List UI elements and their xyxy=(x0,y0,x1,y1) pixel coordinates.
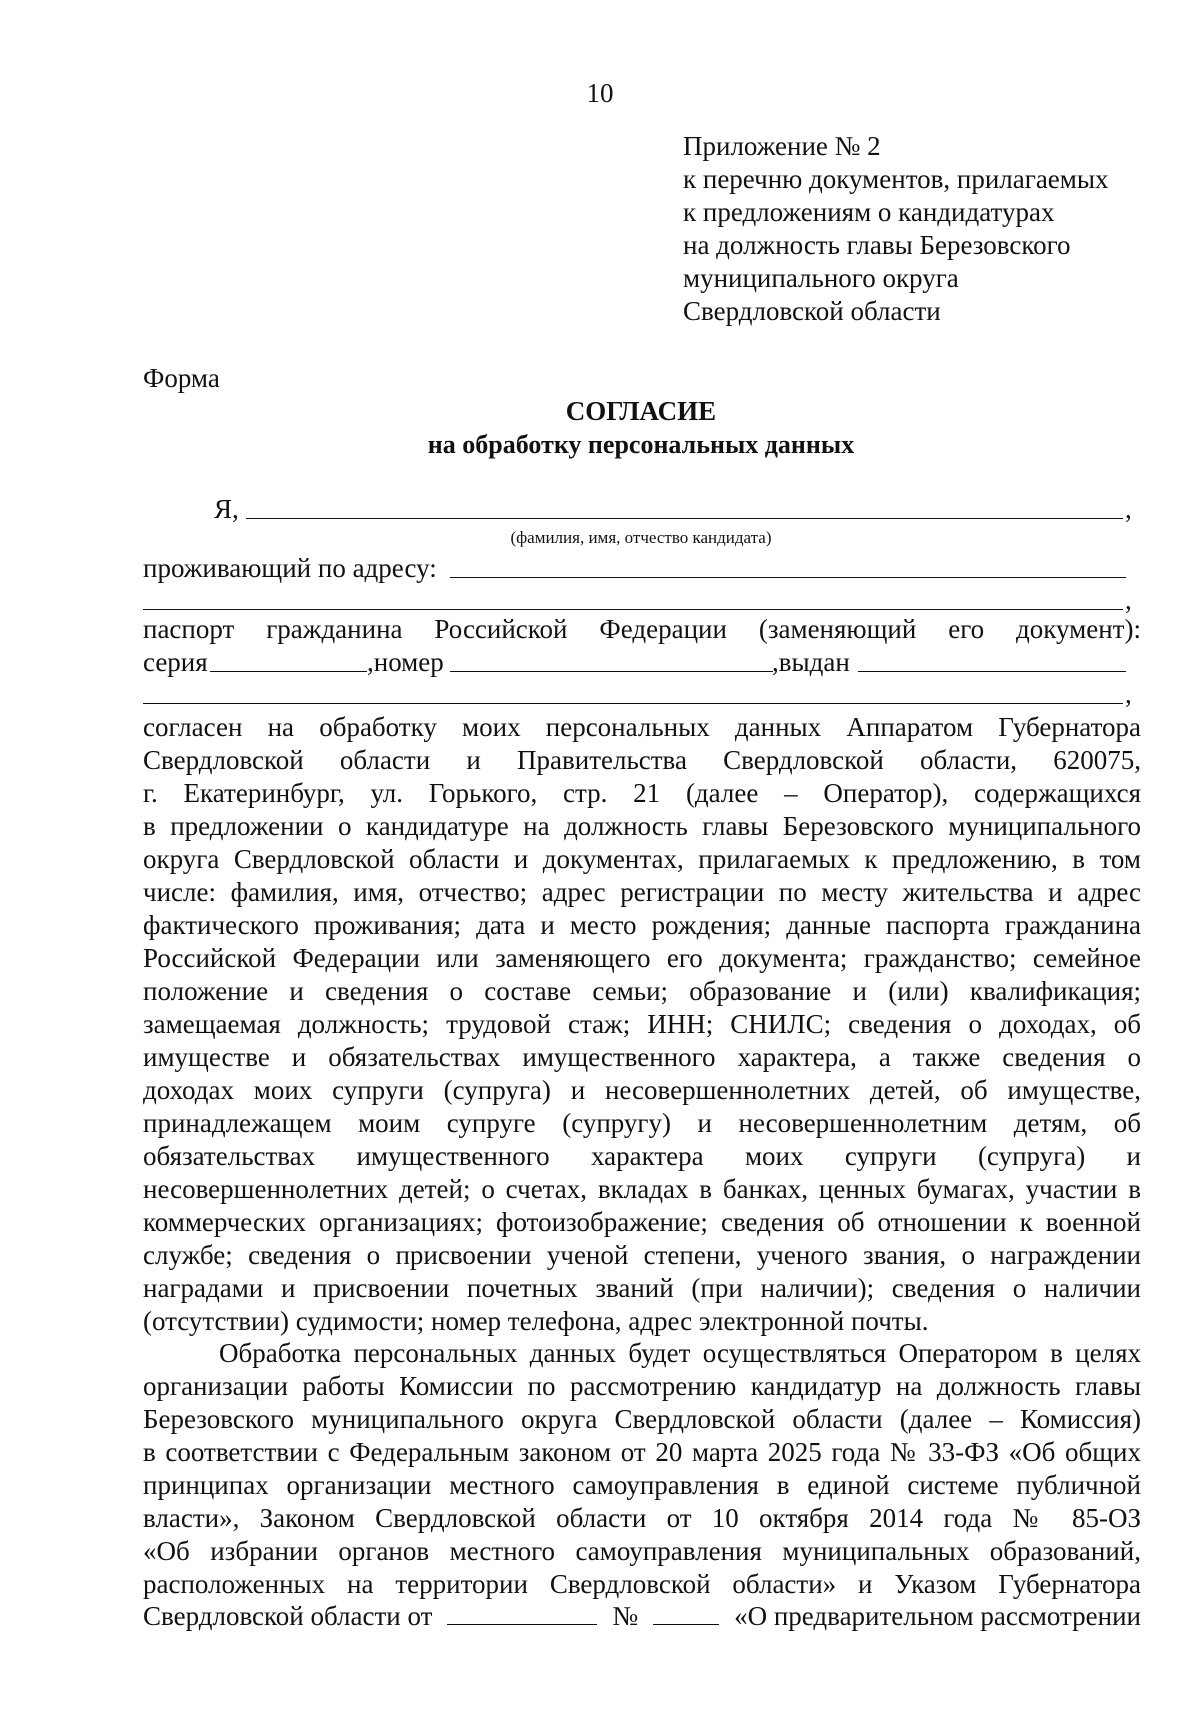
appendix-line: к предложениям о кандидатурах xyxy=(683,197,1055,227)
paragraph-line: в соответствии с Федеральным законом от 20 марта 2025 года № 33-ФЗ «Об общих xyxy=(143,1437,1141,1467)
paragraph-line: коммерческих организациях; фотоизображение; сведения об отношении к военной xyxy=(143,1207,1141,1237)
comma: , xyxy=(1125,585,1132,615)
paragraph-line: «Об избрании органов местного самоуправления муниципальных образований, xyxy=(143,1536,1141,1566)
paragraph-line: обязательствах имущественного характера моих супруги (супруга) и xyxy=(143,1141,1141,1171)
paragraph-line: организации работы Комиссии по рассмотрению кандидатур на должность главы xyxy=(143,1371,1141,1401)
processing-paragraph xyxy=(143,1337,1141,1601)
paragraph-line: принадлежащем моим супруге (супругу) и несовершеннолетним детям, об xyxy=(143,1108,1141,1138)
paragraph-line: власти», Законом Свердловской области от 10 октября 2014 года № 85-ОЗ xyxy=(143,1503,1141,1533)
appendix-line: на должность главы Березовского xyxy=(683,230,1071,260)
paragraph-line: положение и сведения о составе семьи; образование и (или) квалификация; xyxy=(143,976,1141,1006)
comma: , xyxy=(1125,679,1132,709)
appendix-block xyxy=(683,130,1109,328)
paragraph-line: расположенных на территории Свердловской области» и Указом Губернатора xyxy=(143,1569,1141,1599)
paragraph-line: округа Свердловской области и документах, прилагаемых к предложению, в том xyxy=(143,844,1141,874)
document-subtitle: на обработку персональных данных xyxy=(427,430,855,459)
paragraph-line: принципах организации местного самоуправления в единой системе публичной xyxy=(143,1470,1141,1500)
address-label: проживающий по адресу: xyxy=(143,553,437,583)
passport-word: (заменяющий xyxy=(758,614,917,644)
paragraph-line: доходах моих супруги (супруга) и несовершеннолетних детей, об имуществе, xyxy=(143,1075,1141,1105)
i-prefix: Я, xyxy=(214,494,239,524)
decree-text-1: Свердловской области от xyxy=(143,1601,433,1631)
comma: , xyxy=(1125,494,1132,524)
issued-fill-line[interactable] xyxy=(858,671,1126,672)
address-fill-line[interactable] xyxy=(450,577,1126,578)
passport-line xyxy=(143,614,1141,645)
passport-word: гражданина xyxy=(266,614,403,644)
number-fill-line[interactable] xyxy=(450,671,773,672)
page-number: 10 xyxy=(586,78,614,108)
paragraph-line: замещаемая должность; трудовой стаж; ИНН; СНИЛС; сведения о доходах, об xyxy=(143,1009,1141,1039)
passport-word: Федерации xyxy=(599,614,727,644)
decree-text-2: «О предварительном рассмотрении xyxy=(734,1601,1141,1631)
passport-word: паспорт xyxy=(143,614,235,644)
appendix-line: муниципального округа xyxy=(683,263,959,293)
paragraph-line: имуществе и обязательствах имущественного характера, а также сведения о xyxy=(143,1042,1141,1072)
name-caption: (фамилия, имя, отчество кандидата) xyxy=(510,528,772,547)
issued-label: ,выдан xyxy=(772,647,850,677)
appendix-line: Свердловской области xyxy=(683,296,941,326)
paragraph-line: службе; сведения о присвоении ученой степени, ученого звания, о награждении xyxy=(143,1240,1141,1270)
name-fill-line[interactable] xyxy=(246,518,1123,519)
series-label: серия xyxy=(143,647,208,677)
paragraph-line: наградами и присвоении почетных званий (при наличии); сведения о наличии xyxy=(143,1273,1141,1303)
decree-line xyxy=(143,1601,1141,1632)
paragraph-line: (отсутствии) судимости; номер телефона, адрес электронной почты. xyxy=(143,1306,929,1336)
appendix-line: Приложение № 2 xyxy=(683,131,881,161)
paragraph-line: фактического проживания; дата и место рождения; данные паспорта гражданина xyxy=(143,910,1141,940)
form-label: Форма xyxy=(143,363,220,393)
paragraph-line: г. Екатеринбург, ул. Горького, стр. 21 (далее – Оператор), содержащихся xyxy=(143,778,1141,808)
issued-fill-line-2[interactable] xyxy=(143,703,1123,704)
decree-number-sign: № xyxy=(612,1601,639,1631)
appendix-line: к перечню документов, прилагаемых xyxy=(683,164,1109,194)
address-fill-line-2[interactable] xyxy=(143,609,1123,610)
paragraph-line: Обработка персональных данных будет осуществляться Оператором в целях xyxy=(219,1338,1141,1368)
paragraph-line: согласен на обработку моих персональных данных Аппаратом Губернатора xyxy=(143,712,1141,742)
document-title: СОГЛАСИЕ xyxy=(565,396,717,426)
number-label: ,номер xyxy=(367,647,444,677)
decree-number-blank[interactable] xyxy=(653,1604,719,1625)
consent-paragraph xyxy=(143,711,1141,1338)
paragraph-line: несовершеннолетних детей; о счетах, вкладах в банках, ценных бумагах, участии в xyxy=(143,1174,1141,1204)
passport-word: его xyxy=(948,614,985,644)
passport-word: документ): xyxy=(1016,614,1141,644)
paragraph-line: Березовского муниципального округа Свердловской области (далее – Комиссия) xyxy=(143,1404,1141,1434)
paragraph-line: Российской Федерации или заменяющего его документа; гражданство; семейное xyxy=(143,943,1141,973)
series-fill-line[interactable] xyxy=(210,671,367,672)
passport-word: Российской xyxy=(434,614,568,644)
decree-date-blank[interactable] xyxy=(447,1604,597,1625)
paragraph-line: Свердловской области и Правительства Свердловской области, 620075, xyxy=(143,745,1141,775)
paragraph-line: числе: фамилия, имя, отчество; адрес регистрации по месту жительства и адрес xyxy=(143,877,1141,907)
paragraph-line: в предложении о кандидатуре на должность главы Березовского муниципального xyxy=(143,811,1141,841)
